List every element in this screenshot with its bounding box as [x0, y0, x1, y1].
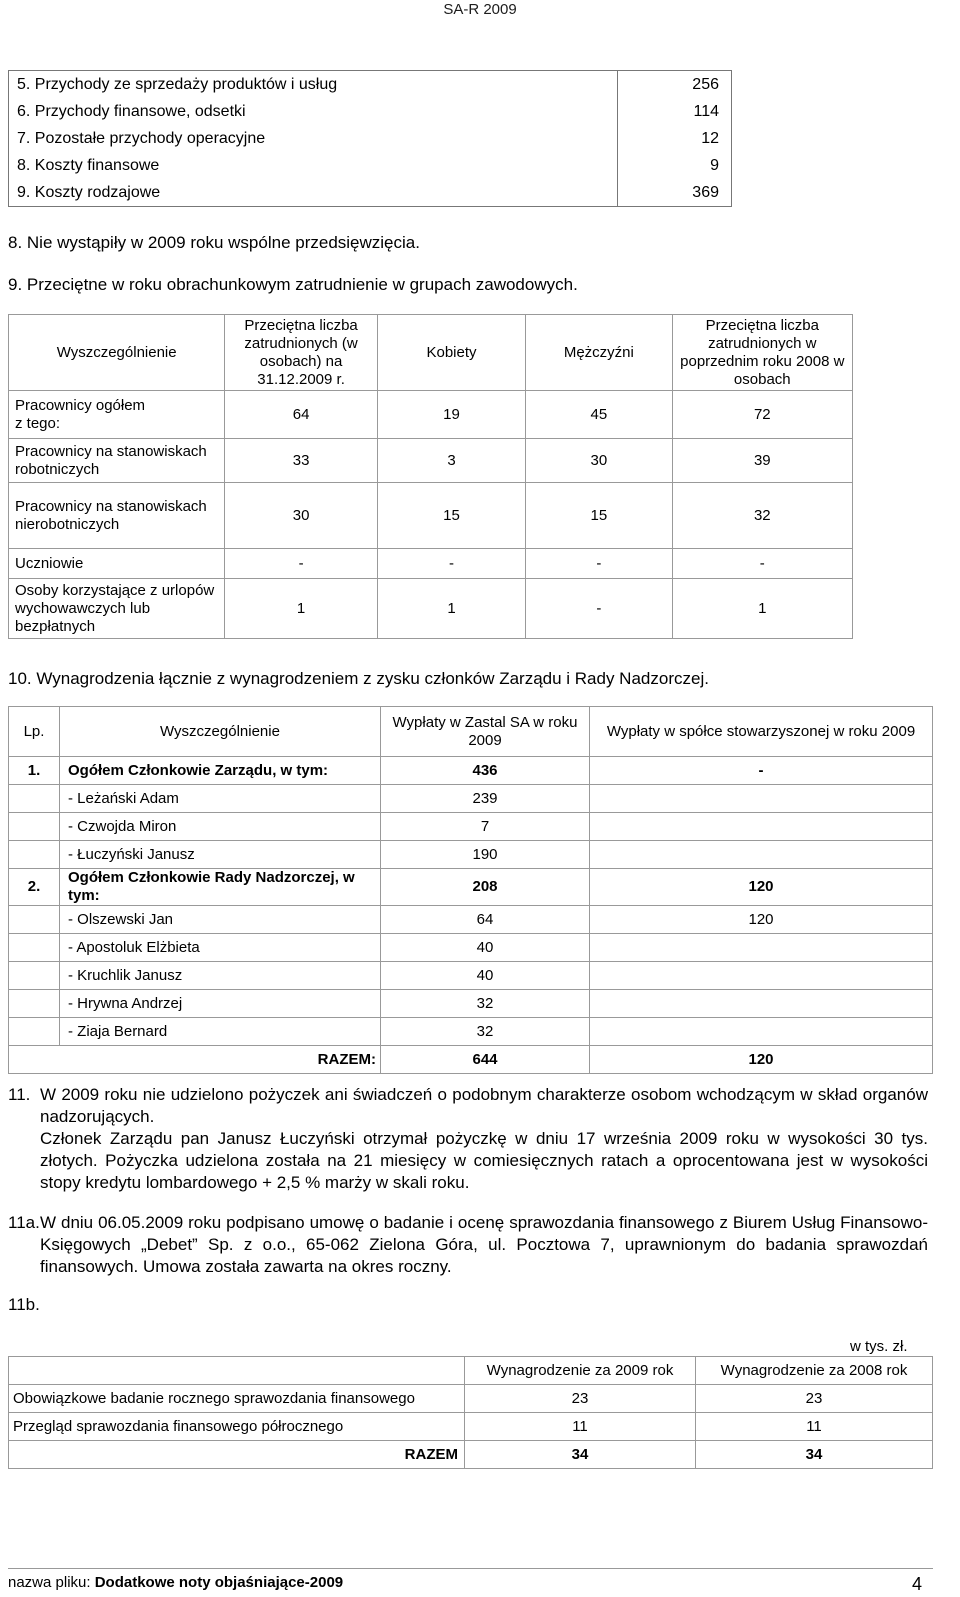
salary-zastal: 190	[381, 841, 590, 869]
income-value: 114	[618, 98, 732, 125]
header-prev: Przeciętna liczba zatrudnionych w poprzednim roku 2008 w osobach	[672, 315, 852, 391]
footer-filename	[8, 1574, 343, 1591]
audit-cell-2009: 11	[465, 1413, 696, 1441]
note-11-text-2: Członek Zarządu pan Janusz Łuczyński otrzymał pożyczkę w dniu 17 września 2009 roku w wysokości 30 tys. złotych. Pożyczka udzielona została na 21 miesięcy w comiesięcznych ratach a oprocentowana jest w wysokości stopy kredytu lombardowego + 2,5 % marży w skali roku.	[40, 1129, 928, 1192]
salary-lp	[9, 841, 60, 869]
salary-lp	[9, 1018, 60, 1046]
salary-associate	[590, 841, 933, 869]
page-number: 4	[912, 1574, 923, 1594]
cell-women: 1	[377, 579, 525, 639]
salary-zastal: 239	[381, 785, 590, 813]
header-description: Wyszczególnienie	[60, 707, 381, 757]
header-blank	[9, 1357, 465, 1385]
salary-zastal: 40	[381, 962, 590, 990]
salary-row	[9, 1018, 933, 1046]
audit-cell-2008: 11	[696, 1413, 933, 1441]
salary-lp: 2.	[9, 869, 60, 906]
salary-row	[9, 962, 933, 990]
salary-lp	[9, 906, 60, 934]
salary-associate	[590, 934, 933, 962]
salary-description: - Apostoluk Elżbieta	[60, 934, 381, 962]
cell-avg: 30	[225, 483, 378, 549]
header-zastal: Wypłaty w Zastal SA w roku 2009	[381, 707, 590, 757]
salary-row	[9, 906, 933, 934]
salary-row	[9, 990, 933, 1018]
income-value: 12	[618, 125, 732, 152]
cell-men: 45	[526, 391, 672, 439]
row-label: Osoby korzystające z urlopów wychowawczych lub bezpłatnych	[9, 579, 225, 639]
cell-women: -	[377, 549, 525, 579]
cell-men: -	[526, 549, 672, 579]
salary-zastal: 40	[381, 934, 590, 962]
employment-table	[8, 314, 853, 639]
salary-lp	[9, 813, 60, 841]
footer-file: Dodatkowe noty objaśniające-2009	[94, 1574, 344, 1591]
header-associate: Wypłaty w spółce stowarzyszonej w roku 2009	[590, 707, 933, 757]
row-sublabel: z tego:	[15, 414, 61, 432]
audit-row-label: Obowiązkowe badanie rocznego sprawozdania finansowego	[9, 1385, 465, 1413]
footer-prefix: nazwa pliku:	[8, 1574, 95, 1591]
income-label: 8. Koszty finansowe	[9, 152, 618, 179]
income-row	[9, 125, 732, 152]
note-11a-number: 11a.	[8, 1213, 40, 1232]
salary-associate	[590, 1018, 933, 1046]
salary-zastal: 208	[381, 869, 590, 906]
footer-rule	[8, 1568, 933, 1569]
salary-associate	[590, 813, 933, 841]
salary-lp	[9, 990, 60, 1018]
total-associate: 120	[590, 1046, 933, 1074]
income-label: 7. Pozostałe przychody operacyjne	[9, 125, 618, 152]
cell-avg: 33	[225, 439, 378, 483]
salary-lp	[9, 962, 60, 990]
income-table	[8, 70, 732, 207]
audit-cell-2009: 23	[465, 1385, 696, 1413]
audit-table	[8, 1356, 933, 1469]
cell-women: 15	[377, 483, 525, 549]
audit-cell-2008: 23	[696, 1385, 933, 1413]
salary-lp	[9, 934, 60, 962]
header-2008: Wynagrodzenie za 2008 rok	[696, 1357, 933, 1385]
income-row	[9, 71, 732, 99]
salary-lp: 1.	[9, 757, 60, 785]
salary-description: Ogółem Członkowie Rady Nadzorczej, w tym:	[60, 869, 381, 906]
income-row	[9, 179, 732, 207]
salary-zastal: 436	[381, 757, 590, 785]
header-men: Mężczyźni	[526, 315, 672, 391]
cell-men: 15	[526, 483, 672, 549]
audit-total-2008: 34	[696, 1441, 933, 1469]
header-2009: Wynagrodzenie za 2009 rok	[465, 1357, 696, 1385]
header-description: Wyszczególnienie	[9, 315, 225, 391]
note-8: 8. Nie wystąpiły w 2009 roku wspólne przedsięwzięcia.	[8, 233, 420, 252]
salary-zastal: 32	[381, 1018, 590, 1046]
cell-prev: 1	[672, 579, 852, 639]
income-label: 6. Przychody finansowe, odsetki	[9, 98, 618, 125]
salary-description: - Leżański Adam	[60, 785, 381, 813]
salary-associate: -	[590, 757, 933, 785]
salary-row	[9, 757, 933, 785]
salary-description: - Olszewski Jan	[60, 906, 381, 934]
cell-avg: -	[225, 549, 378, 579]
header-lp: Lp.	[9, 707, 60, 757]
income-label: 5. Przychody ze sprzedaży produktów i usług	[9, 71, 618, 99]
income-row	[9, 152, 732, 179]
salary-description: - Kruchlik Janusz	[60, 962, 381, 990]
income-value: 256	[618, 71, 732, 99]
audit-unit: w tys. zł.	[850, 1338, 908, 1355]
salary-row	[9, 813, 933, 841]
salary-zastal: 7	[381, 813, 590, 841]
cell-avg: 64	[225, 391, 378, 439]
total-zastal: 644	[381, 1046, 590, 1074]
income-label: 9. Koszty rodzajowe	[9, 179, 618, 207]
salary-description: - Ziaja Bernard	[60, 1018, 381, 1046]
row-label: Pracownicy na stanowiskach robotniczych	[9, 439, 225, 483]
row-label: Pracownicy na stanowiskach nierobotniczych	[9, 483, 225, 549]
salary-associate	[590, 962, 933, 990]
income-value: 9	[618, 152, 732, 179]
salary-associate: 120	[590, 906, 933, 934]
total-label: RAZEM:	[60, 1046, 381, 1074]
header-avg: Przeciętna liczba zatrudnionych (w osobach) na 31.12.2009 r.	[225, 315, 378, 391]
salary-lp	[9, 785, 60, 813]
note-11b-number: 11b.	[8, 1295, 40, 1314]
cell-women: 19	[377, 391, 525, 439]
salary-table	[8, 706, 933, 1074]
salary-associate: 120	[590, 869, 933, 906]
salary-description: - Hrywna Andrzej	[60, 990, 381, 1018]
cell-prev: -	[672, 549, 852, 579]
salary-description: Ogółem Członkowie Zarządu, w tym:	[60, 757, 381, 785]
note-9: 9. Przeciętne w roku obrachunkowym zatrudnienie w grupach zawodowych.	[8, 275, 578, 294]
note-10: 10. Wynagrodzenia łącznie z wynagrodzeniem z zysku członków Zarządu i Rady Nadzorczej.	[8, 669, 709, 688]
income-row	[9, 98, 732, 125]
row-label	[9, 391, 225, 439]
salary-zastal: 64	[381, 906, 590, 934]
salary-row	[9, 785, 933, 813]
cell-prev: 39	[672, 439, 852, 483]
audit-row-label: Przegląd sprawozdania finansowego półrocznego	[9, 1413, 465, 1441]
cell-prev: 72	[672, 391, 852, 439]
total-spacer	[9, 1046, 60, 1074]
cell-prev: 32	[672, 483, 852, 549]
row-label: Uczniowie	[9, 549, 225, 579]
note-11-text: W 2009 roku nie udzielono pożyczek ani świadczeń o podobnym charakterze osobom wchodzącym w skład organów nadzorujących.	[40, 1085, 928, 1126]
salary-zastal: 32	[381, 990, 590, 1018]
page-header: SA-R 2009	[443, 1, 517, 18]
cell-avg: 1	[225, 579, 378, 639]
salary-description: - Łuczyński Janusz	[60, 841, 381, 869]
note-11a-text: W dniu 06.05.2009 roku podpisano umowę o badanie i ocenę sprawozdania finansowego z Biurem Usług Finansowo-Księgowych „Debet” Sp. z o.o., 65-062 Zielona Góra, ul. Pocztowa 7, uprawnionym do badania sprawozdań finansowych. Umowa została zawarta na okres roczny.	[40, 1213, 928, 1276]
audit-total-label: RAZEM	[9, 1441, 465, 1469]
row-label-text: Pracownicy ogółem	[15, 396, 146, 414]
salary-row	[9, 841, 933, 869]
cell-men: 30	[526, 439, 672, 483]
income-value: 369	[618, 179, 732, 207]
salary-row	[9, 934, 933, 962]
cell-women: 3	[377, 439, 525, 483]
salary-associate	[590, 990, 933, 1018]
salary-description: - Czwojda Miron	[60, 813, 381, 841]
salary-associate	[590, 785, 933, 813]
audit-total-2009: 34	[465, 1441, 696, 1469]
header-women: Kobiety	[377, 315, 525, 391]
note-11-number: 11.	[8, 1085, 31, 1104]
cell-men: -	[526, 579, 672, 639]
salary-row	[9, 869, 933, 906]
